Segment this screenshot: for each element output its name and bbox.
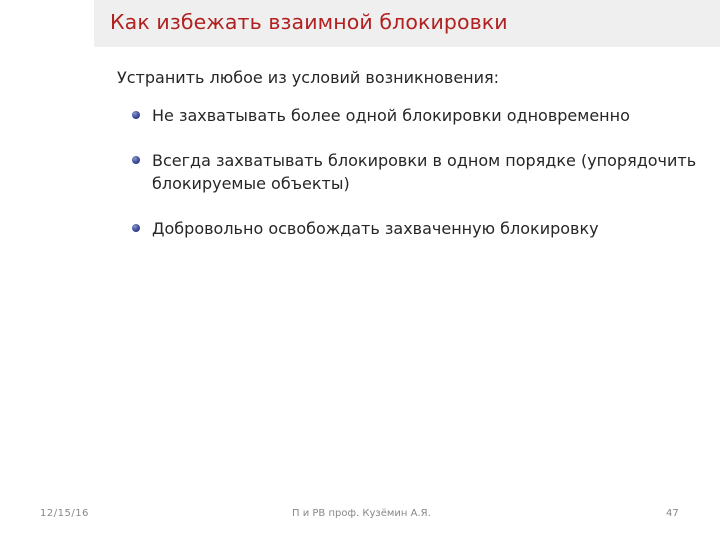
bullet-item: [132, 217, 704, 240]
page-number: 47: [666, 508, 679, 519]
intro-text: Устранить любое из условий возникновения:: [117, 68, 500, 87]
bullet-item: [132, 104, 704, 127]
slide-title: Как избежать взаимной блокировки: [110, 10, 508, 34]
bullet-dot-icon: [132, 156, 140, 164]
bullet-text: Добровольно освобождать захваченную блокировку: [152, 219, 599, 238]
bullet-list: [132, 104, 704, 240]
bullet-item: [132, 149, 704, 195]
bullet-text: Всегда захватывать блокировки в одном порядке (упорядочить блокируемые объекты): [152, 151, 697, 193]
bullet-dot-icon: [132, 224, 140, 232]
footer: [0, 508, 720, 524]
footer-author: П и РВ проф. Кузёмин А.Я.: [292, 508, 431, 519]
footer-date: 12/15/16: [40, 508, 89, 519]
bullet-text: Не захватывать более одной блокировки одновременно: [152, 106, 630, 125]
bullet-dot-icon: [132, 111, 140, 119]
